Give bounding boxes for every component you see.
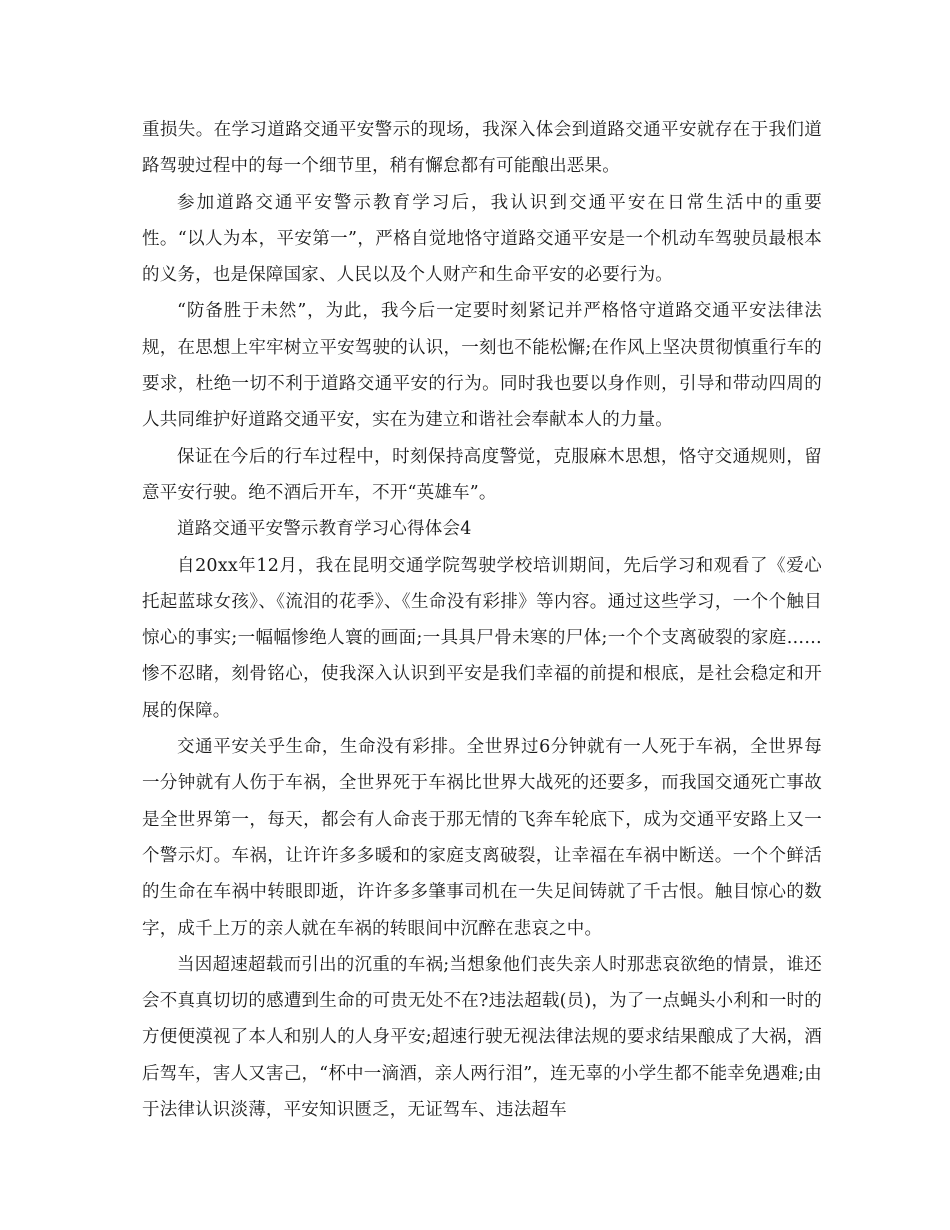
paragraph-2: 参加道路交通平安警示教育学习后，我认识到交通平安在日常生活中的重要性。“以人为本，平安第一”，严格自觉地恪守道路交通平安是一个机动车驾驶员最根本的义务，也是保障国家、人民以及个人财产和生命平安的必要行为。 (142, 192, 822, 286)
paragraph-1: 重损失。在学习道路交通平安警示的现场，我深入体会到道路交通平安就存在于我们道路驾驶过程中的每一个细节里，稍有懈怠都有可能酿出恶果。 (142, 120, 822, 177)
paragraph-3: “防备胜于未然”，为此，我今后一定要时刻紧记并严格恪守道路交通平安法律法规，在思想上牢牢树立平安驾驶的认识，一刻也不能松懈;在作风上坚决贯彻慎重行车的要求，杜绝一切不利于道路交通平安的行为。同时我也要以身作则，引导和带动四周的人共同维护好道路交通平安，实在为建立和谐社会奉献本人的力量。 (142, 301, 822, 431)
paragraph-7: 当因超速超载而引出的沉重的车祸;当想象他们丧失亲人时那悲哀欲绝的情景，谁还会不真真切切的感遭到生命的可贵无处不在?违法超载(员)，为了一点蝇头小利和一时的方便便漠视了本人和别人的人身平安;超速行驶无视法律法规的要求结果酿成了大祸，酒后驾车，害人又害己，“杯中一滴酒，亲人两行泪”，连无辜的小学生都不能幸免遇难;由于法律认识淡薄，平安知识匮乏，无证驾车、违法超车 (142, 954, 822, 1121)
paragraph-4: 保证在今后的行车过程中，时刻保持高度警觉，克服麻木思想，恪守交通规则，留意平安行驶。绝不酒后开车，不开“英雄车”。 (142, 446, 822, 503)
document-body (142, 112, 822, 1128)
paragraph-5: 自20xx年12月，我在昆明交通学院驾驶学校培训期间，先后学习和观看了《爱心托起蓝球女孩》、《流泪的花季》、《生命没有彩排》等内容。通过这些学习，一个个触目惊心的事实;一幅幅惨绝人寰的画面;一具具尸骨未寒的尸体;一个个支离破裂的家庭……惨不忍睹，刻骨铭心，使我深入认识到平安是我们幸福的前提和根底，是社会稳定和开展的保障。 (142, 555, 822, 721)
section-heading: 道路交通平安警示教育学习心得体会4 (177, 519, 472, 540)
paragraph-6: 交通平安关乎生命，生命没有彩排。全世界过6分钟就有一人死于车祸，全世界每一分钟就有人伤于车祸，全世界死于车祸比世界大战死的还要多，而我国交通死亡事故是全世界第一，每天，都会有人命丧于那无情的飞奔车轮底下，成为交通平安路上又一个警示灯。车祸，让许许多多暖和的家庭支离破裂，让幸福在车祸中断送。一个个鲜活的生命在车祸中转眼即逝，许许多多肇事司机在一失足间铸就了千古恨。触目惊心的数字，成千上万的亲人就在车祸的转眼间中沉醉在悲哀之中。 (142, 737, 822, 939)
